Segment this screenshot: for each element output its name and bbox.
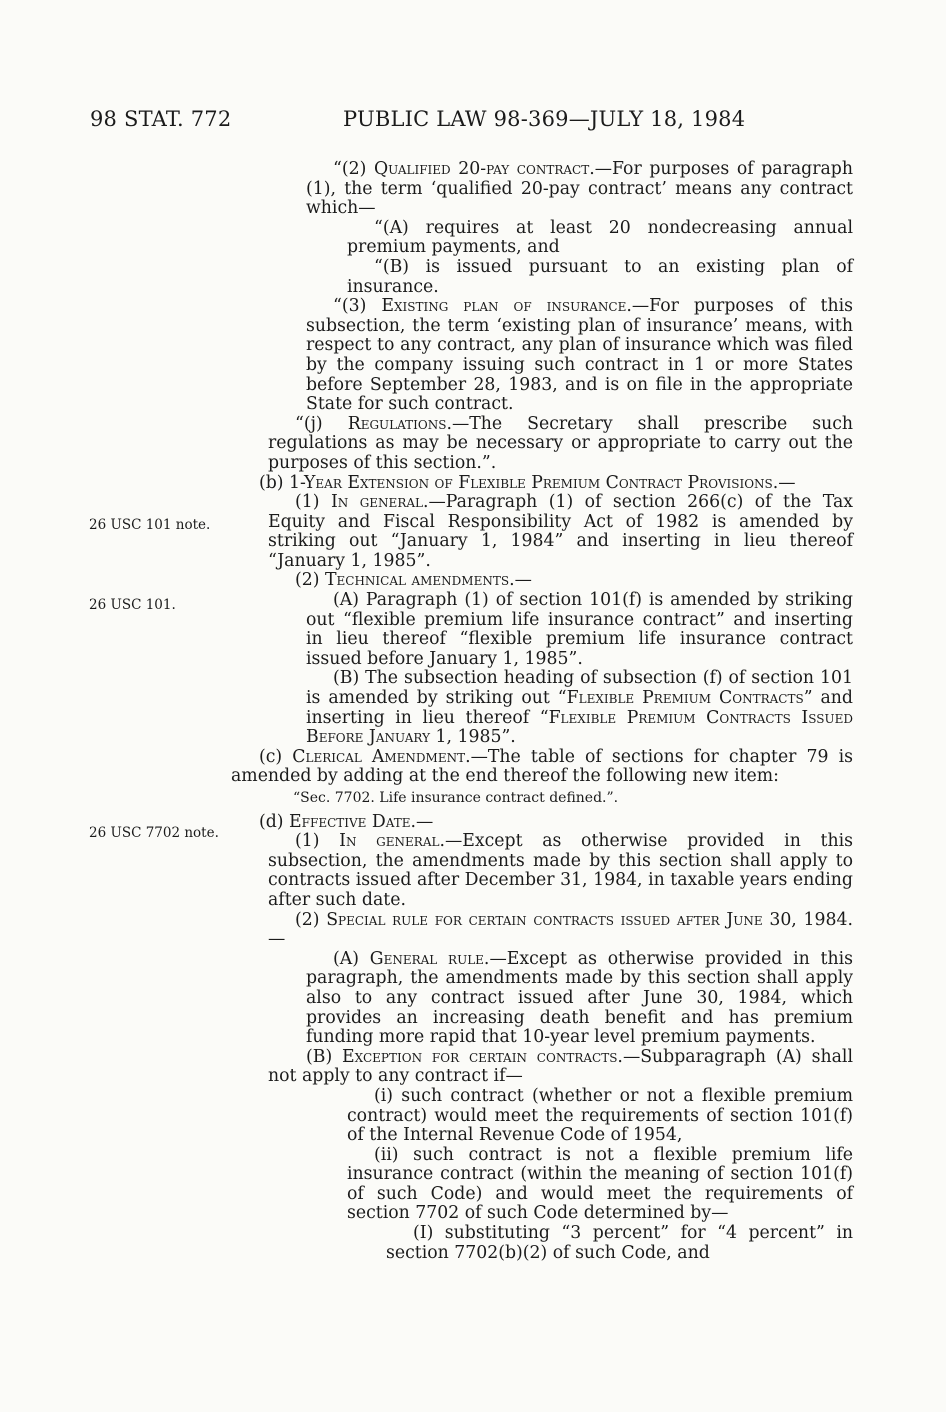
special-rule-paragraph: (2) Special rule for certain contracts issued after June 30, 1984.— <box>268 909 853 950</box>
margin-note-26-usc-101-note: 26 USC 101 note. <box>89 517 211 533</box>
general-rule-subparagraph: (A) General rule.—Except as otherwise provided in this paragraph, the amendments made by this section shall apply also to any contract issued after June 30, 1984, which provides an increasing death benefit and has premium funding more rapid that 10-year level premium payments. <box>306 948 854 1048</box>
subsection-b-extension: (b) 1-Year Extension of Flexible Premium Contract Provisions.— <box>259 472 796 493</box>
subparagraph-b-existing-plan: “(B) is issued pursuant to an existing plan of insurance. <box>347 256 853 297</box>
subparagraph-a-section-101f: (A) Paragraph (1) of section 101(f) is amended by striking out “flexible premium life insurance contract” and inserting in lieu thereof “flexible premium life insurance contract issued before January 1, 1985”. <box>306 590 853 669</box>
clause-ii: (ii) such contract is not a flexible premium life insurance contract (within the meaning of section 101(f) of such Code) and would meet the requirements of section 7702 of such Code determined by— <box>347 1144 853 1224</box>
subsection-j-regulations: “(j) Regulations.—The Secretary shall prescribe such regulations as may be necessary or appropriate to carry out the purposes of this section.”. <box>268 413 854 473</box>
subclause-I: (I) substituting “3 percent” for “4 percent” in section 7702(b)(2) of such Code, and <box>386 1223 853 1263</box>
running-header-title: PUBLIC LAW 98-369—JULY 18, 1984 <box>343 107 746 131</box>
clause-i: (i) such contract (whether or not a flexible premium contract) would meet the requirements of section 101(f) of the Internal Revenue Code of 1954, <box>347 1085 853 1146</box>
exception-subparagraph: (B) Exception for certain contracts.—Subparagraph (A) shall not apply to any contract if— <box>268 1046 853 1087</box>
effective-date-in-general: (1) In general.—Except as otherwise provided in this subsection, the amendments made by this section shall apply to contracts issued after December 31, 1984, in taxable years ending after such date. <box>268 831 853 910</box>
statute-body <box>231 160 853 1263</box>
margin-note-26-usc-101: 26 USC 101. <box>89 597 176 613</box>
table-of-sections-item: “Sec. 7702. Life insurance contract defined.”. <box>293 790 619 806</box>
subparagraph-b-subsection-heading: (B) The subsection heading of subsection (f) of section 101 is amended by striking out “Flexible Premium Contracts” and inserting in lieu thereof “Flexible Premium Contracts Issued Before January 1, 1985”. <box>306 668 853 748</box>
subsection-c-clerical-amendment: (c) Clerical Amendment.—The table of sections for chapter 79 is amended by adding at the end thereof the following new item: <box>231 746 854 787</box>
paragraph-1-in-general: (1) In general.—Paragraph (1) of section 266(c) of the Tax Equity and Fiscal Responsibility Act of 1982 is amended by striking out “January 1, 1984” and inserting in lieu thereof “January 1, 1985”. <box>268 492 853 571</box>
paragraph-qualified-20-pay: “(2) Qualified 20-pay contract.—For purposes of paragraph (1), the term ‘qualified 20-pay contract’ means any contract which— <box>306 159 853 219</box>
paragraph-2-technical-amendments: (2) Technical amendments.— <box>295 570 532 591</box>
margin-note-26-usc-7702-note: 26 USC 7702 note. <box>89 825 219 841</box>
subparagraph-a-premium-payments: “(A) requires at least 20 nondecreasing annual premium payments, and <box>347 217 853 258</box>
paragraph-existing-plan-of-insurance: “(3) Existing plan of insurance.—For purposes of this subsection, the term ‘existing plan of insurance’ means, with respect to any contract, any plan of insurance which was filed by the company issuing such contract in 1 or more States before September 28, 1983, and is on file in the appropriate State for such contract. <box>306 296 854 415</box>
page-number-header: 98 STAT. 772 <box>90 107 232 131</box>
subsection-d-effective-date: (d) Effective Date.— <box>259 811 434 832</box>
